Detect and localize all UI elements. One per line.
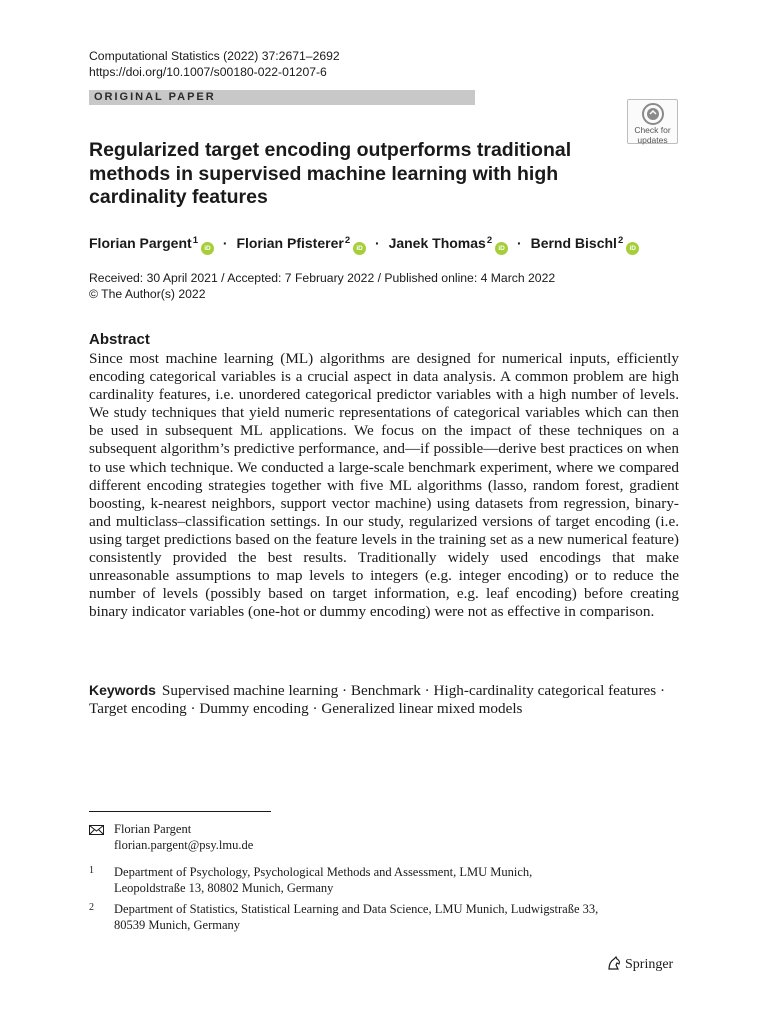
article-type-banner — [89, 90, 475, 105]
affiliation-line: 80539 Munich, Germany — [114, 917, 241, 932]
keywords-text: Supervised machine learning · Benchmark · High-cardinality categorical features · Target encoding · Dummy encoding · Generalized linear mixed models — [89, 682, 666, 718]
footnote-divider — [89, 811, 271, 812]
corresponding-email[interactable]: florian.pargent@psy.lmu.de — [114, 837, 254, 852]
author-name: Florian Pfisterer — [236, 235, 344, 251]
author-affiliation-marker: 2 — [344, 235, 351, 246]
affiliation-line: Department of Statistics, Statistical Learning and Data Science, LMU Munich, Ludwigstraße 33, — [114, 902, 599, 916]
corresponding-name: Florian Pargent — [114, 822, 192, 836]
envelope-icon — [89, 825, 104, 835]
orcid-icon[interactable]: iD — [353, 242, 366, 255]
author-separator: · — [222, 235, 228, 251]
keywords-label: Keywords — [89, 682, 156, 698]
affiliation-2 — [89, 902, 689, 933]
author-separator: · — [375, 235, 380, 251]
affiliation-line: Leopoldstraße 13, 80802 Munich, Germany — [114, 880, 334, 895]
affiliation-1 — [89, 865, 689, 896]
orcid-icon[interactable]: iD — [201, 242, 214, 255]
publication-dates — [89, 271, 555, 302]
affiliation-line: Department of Psychology, Psychological Methods and Assessment, LMU Munich, — [114, 865, 533, 879]
orcid-icon[interactable]: iD — [626, 242, 639, 255]
publisher-name: Springer — [625, 957, 674, 972]
abstract-body: Since most machine learning (ML) algorithms are designed for numerical inputs, efficiently encoding categorical variables is a crucial aspect in data analysis. A common problem are high cardinality features, i.e. unordered categorical predictor variables with a high number of levels. We study techniques that yield numeric representations of categorical variables which can then be used in subsequent ML applications. We focus on the impact of these techniques on a subsequent algorithm’s predictive performance, and—if possible—derive best practices on when to use which technique. We conducted a large-scale benchmark experiment, where we compared different encoding strategies together with five ML algorithms (lasso, random forest, gradient boosting, k-nearest neighbors, support vector machine) using datasets from regression, binary- and multiclass–classification settings. In our study, regularized versions of target encoding (i.e. using target predictions based on the feature levels in the training set as a new numerical feature) consistently provided the best results. Traditionally widely used encodings that make unreasonable assumptions to map levels to integers (e.g. integer encoding) or to reduce the number of levels (possibly based on target information, e.g. leaf encoding) before creating binary indicator variables (one-hot or dummy encoding) were not as effective in comparison. — [89, 350, 679, 621]
author-name: Bernd Bischl — [530, 235, 617, 251]
author-name: Janek Thomas — [388, 235, 486, 251]
check-for-updates-icon — [642, 103, 664, 125]
copyright-line: © The Author(s) 2022 — [89, 286, 206, 301]
check-for-updates-badge[interactable] — [627, 99, 678, 144]
dates-line: Received: 30 April 2021 / Accepted: 7 February 2022 / Published online: 4 March 2022 — [89, 271, 556, 285]
springer-horse-icon — [606, 955, 622, 971]
affiliation-number: 1 — [89, 865, 94, 876]
paper-title: Regularized target encoding outperforms traditional methods in supervised machine learning with high cardinality features — [89, 139, 572, 208]
badge-line-2: updates — [637, 135, 668, 145]
author-affiliation-marker: 2 — [486, 235, 493, 246]
author-affiliation-marker: 2 — [617, 235, 624, 246]
orcid-icon[interactable]: iD — [495, 242, 508, 255]
publisher-logo — [606, 955, 673, 974]
article-type-label: ORIGINAL PAPER — [94, 91, 216, 103]
author-list — [89, 232, 729, 255]
doi-link[interactable]: https://doi.org/10.1007/s00180-022-01207-6 — [89, 65, 327, 79]
journal-citation: Computational Statistics (2022) 37:2671–2692 — [89, 49, 340, 63]
journal-reference — [89, 48, 340, 80]
affiliation-number: 2 — [89, 902, 94, 913]
author-separator: · — [517, 235, 522, 251]
abstract-heading: Abstract — [89, 331, 150, 348]
author-affiliation-marker: 1 — [192, 235, 198, 246]
corresponding-author — [89, 822, 253, 853]
keywords-block — [89, 681, 679, 719]
author-name: Florian Pargent — [89, 235, 192, 251]
badge-line-1: Check for — [634, 125, 671, 135]
